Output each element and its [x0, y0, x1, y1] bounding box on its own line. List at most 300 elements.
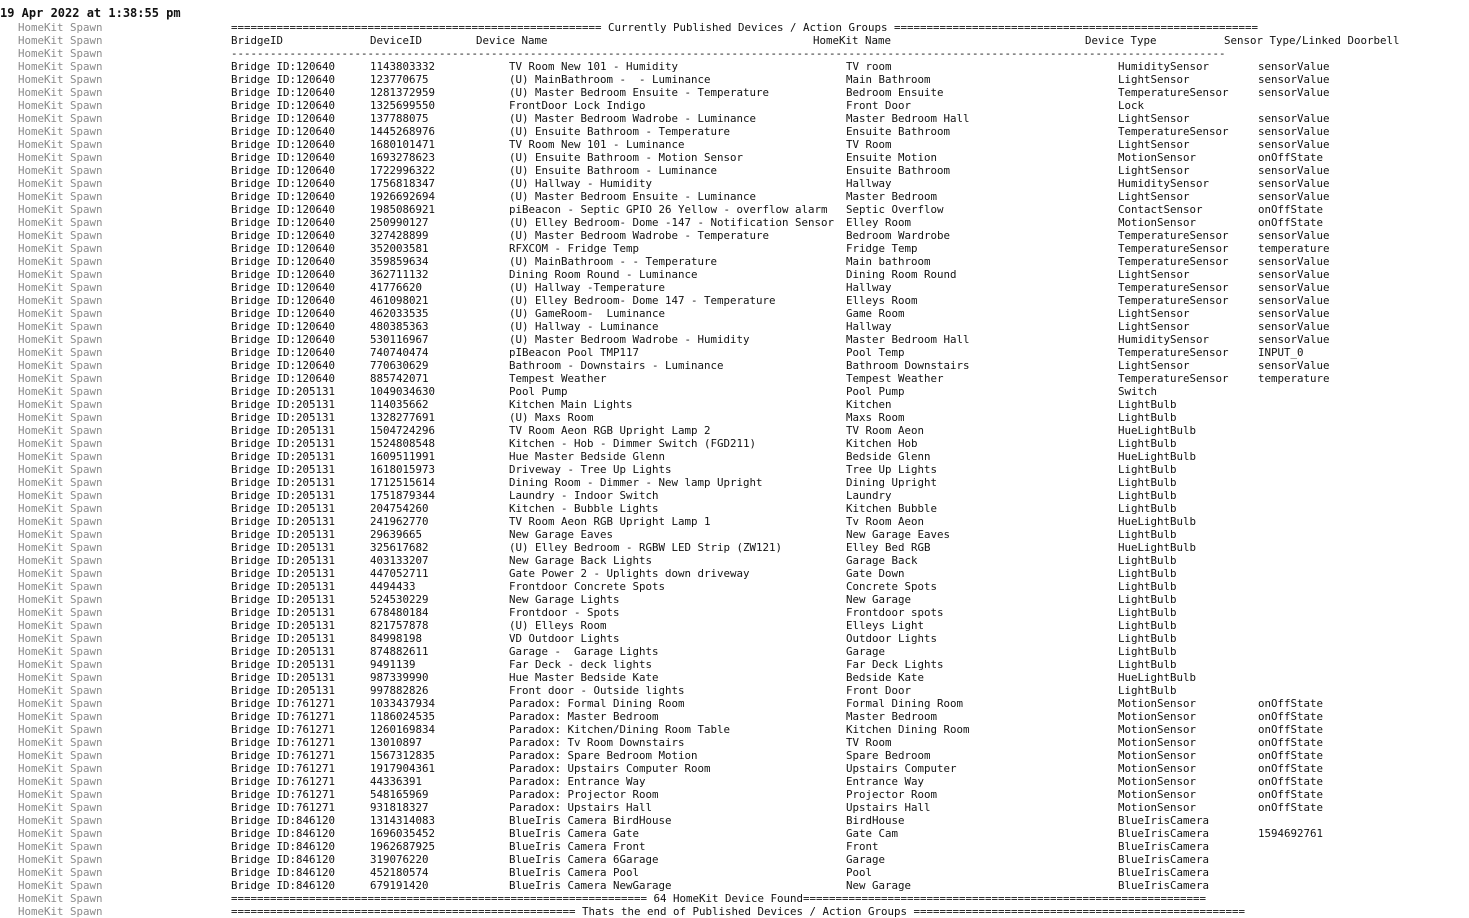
- table-row: [231, 242, 1330, 255]
- header-divider: ---------------------------------------------------------------------------------------------------------------------------------------------------------: [231, 47, 1226, 60]
- device-name-cell: Paradox: Projector Room: [509, 788, 659, 801]
- device-name-cell: (U) Elley Bedroom- Dome -147 - Notification Sensor: [509, 216, 835, 229]
- device-id-cell: 1751879344: [370, 489, 436, 502]
- device-type-cell: TemperatureSensor: [1118, 125, 1229, 138]
- sensor-type-cell: sensorValue: [1258, 294, 1330, 307]
- homekit-name-cell: Hallway: [846, 320, 892, 333]
- sensor-type-cell: sensorValue: [1258, 86, 1330, 99]
- device-name-cell: BlueIris Camera BirdHouse: [509, 814, 672, 827]
- device-type-cell: Lock: [1118, 99, 1145, 112]
- bridge-id-cell: Bridge ID:761271: [231, 736, 336, 749]
- device-name-cell: (U) Master Bedroom Wadrobe - Luminance: [509, 112, 757, 125]
- source-label: HomeKit Spawn: [18, 216, 103, 229]
- device-id-cell: 480385363: [370, 320, 429, 333]
- device-name-cell: BlueIris Camera Pool: [509, 866, 640, 879]
- device-id-cell: 84998198: [370, 632, 423, 645]
- homekit-name-cell: Outdoor Lights: [846, 632, 938, 645]
- homekit-name-cell: Bedside Glenn: [846, 450, 931, 463]
- homekit-name-cell: Upstairs Hall: [846, 801, 931, 814]
- sensor-type-cell: onOffState: [1258, 801, 1324, 814]
- device-name-cell: Pool Pump: [509, 385, 568, 398]
- bridge-id-cell: Bridge ID:205131: [231, 476, 336, 489]
- sensor-type-cell: sensorValue: [1258, 190, 1330, 203]
- device-type-cell: LightSensor: [1118, 73, 1190, 86]
- source-label: HomeKit Spawn: [18, 385, 103, 398]
- device-table: [231, 60, 1330, 892]
- device-type-cell: HueLightBulb: [1118, 541, 1197, 554]
- source-label: HomeKit Spawn: [18, 866, 103, 879]
- homekit-name-cell: New Garage Eaves: [846, 528, 951, 541]
- device-name-cell: (U) Ensuite Bathroom - Motion Sensor: [509, 151, 744, 164]
- device-name-cell: Dining Room Round - Luminance: [509, 268, 698, 281]
- device-id-cell: 327428899: [370, 229, 429, 242]
- homekit-name-cell: Septic Overflow: [846, 203, 944, 216]
- source-label: HomeKit Spawn: [18, 242, 103, 255]
- homekit-name-cell: Upstairs Computer: [846, 762, 957, 775]
- table-row: [231, 515, 1258, 528]
- source-label: HomeKit Spawn: [18, 281, 103, 294]
- device-id-cell: 1314314083: [370, 814, 436, 827]
- source-label: HomeKit Spawn: [18, 60, 103, 73]
- device-type-cell: HumiditySensor: [1118, 60, 1210, 73]
- col-header-device-name: Device Name: [476, 34, 548, 47]
- source-label: HomeKit Spawn: [18, 34, 103, 47]
- device-id-cell: 530116967: [370, 333, 429, 346]
- device-id-cell: 678480184: [370, 606, 429, 619]
- source-label: HomeKit Spawn: [18, 567, 103, 580]
- device-id-cell: 29639665: [370, 528, 423, 541]
- device-name-cell: (U) Hallway - Luminance: [509, 320, 659, 333]
- device-id-cell: 1186024535: [370, 710, 436, 723]
- source-label: HomeKit Spawn: [18, 671, 103, 684]
- device-name-cell: pIBeacon Pool TMP117: [509, 346, 640, 359]
- device-id-cell: 44336391: [370, 775, 423, 788]
- source-label: HomeKit Spawn: [18, 736, 103, 749]
- bridge-id-cell: Bridge ID:846120: [231, 827, 336, 840]
- device-id-cell: 1926692694: [370, 190, 436, 203]
- device-name-cell: Hue Master Bedside Kate: [509, 671, 659, 684]
- device-id-cell: 241962770: [370, 515, 429, 528]
- device-name-cell: (U) Master Bedroom Ensuite - Luminance: [509, 190, 757, 203]
- table-row: [231, 476, 1258, 489]
- homekit-name-cell: Tempest Weather: [846, 372, 944, 385]
- bridge-id-cell: Bridge ID:120640: [231, 138, 336, 151]
- device-id-cell: 874882611: [370, 645, 429, 658]
- table-row: [231, 385, 1258, 398]
- device-name-cell: VD Outdoor Lights: [509, 632, 620, 645]
- device-type-cell: LightBulb: [1118, 528, 1177, 541]
- device-type-cell: TemperatureSensor: [1118, 372, 1229, 385]
- source-label: HomeKit Spawn: [18, 892, 103, 905]
- device-name-cell: piBeacon - Septic GPIO 26 Yellow - overflow alarm: [509, 203, 828, 216]
- device-name-cell: (U) Ensuite Bathroom - Temperature: [509, 125, 731, 138]
- homekit-name-cell: Main bathroom: [846, 255, 931, 268]
- source-label: HomeKit Spawn: [18, 723, 103, 736]
- table-row: [231, 333, 1330, 346]
- homekit-name-cell: Ensuite Bathroom: [846, 164, 951, 177]
- source-label: HomeKit Spawn: [18, 801, 103, 814]
- sensor-type-cell: sensorValue: [1258, 359, 1330, 372]
- homekit-name-cell: Projector Room: [846, 788, 938, 801]
- homekit-name-cell: Kitchen Hob: [846, 437, 918, 450]
- device-id-cell: 114035662: [370, 398, 429, 411]
- table-row: [231, 268, 1330, 281]
- table-row: [231, 463, 1258, 476]
- homekit-name-cell: Gate Down: [846, 567, 905, 580]
- device-name-cell: TV Room Aeon RGB Upright Lamp 1: [509, 515, 711, 528]
- homekit-name-cell: Formal Dining Room: [846, 697, 964, 710]
- homekit-name-cell: TV Room: [846, 138, 892, 151]
- device-id-cell: 1696035452: [370, 827, 436, 840]
- device-id-cell: 1445268976: [370, 125, 436, 138]
- device-name-cell: TV Room New 101 - Humidity: [509, 60, 679, 73]
- device-type-cell: MotionSensor: [1118, 151, 1197, 164]
- source-label: HomeKit Spawn: [18, 476, 103, 489]
- device-type-cell: MotionSensor: [1118, 775, 1197, 788]
- bridge-id-cell: Bridge ID:205131: [231, 385, 336, 398]
- table-row: [231, 359, 1330, 372]
- source-label: HomeKit Spawn: [18, 814, 103, 827]
- device-id-cell: 137788075: [370, 112, 429, 125]
- table-row: [231, 229, 1330, 242]
- device-name-cell: Kitchen - Bubble Lights: [509, 502, 659, 515]
- table-row: [231, 697, 1324, 710]
- bridge-id-cell: Bridge ID:120640: [231, 320, 336, 333]
- device-name-cell: Front door - Outside lights: [509, 684, 685, 697]
- device-type-cell: LightBulb: [1118, 437, 1177, 450]
- source-label: HomeKit Spawn: [18, 424, 103, 437]
- device-type-cell: HumiditySensor: [1118, 177, 1210, 190]
- device-id-cell: 1693278623: [370, 151, 436, 164]
- device-type-cell: LightSensor: [1118, 138, 1190, 151]
- sensor-type-cell: temperature: [1258, 372, 1330, 385]
- device-type-cell: HumiditySensor: [1118, 333, 1210, 346]
- source-label: HomeKit Spawn: [18, 177, 103, 190]
- bridge-id-cell: Bridge ID:120640: [231, 164, 336, 177]
- sensor-type-cell: onOffState: [1258, 697, 1324, 710]
- source-label: HomeKit Spawn: [18, 853, 103, 866]
- source-label: HomeKit Spawn: [18, 645, 103, 658]
- table-row: [231, 801, 1324, 814]
- device-id-cell: 1325699550: [370, 99, 436, 112]
- homekit-name-cell: Far Deck Lights: [846, 658, 944, 671]
- device-type-cell: TemperatureSensor: [1118, 294, 1229, 307]
- device-id-cell: 1524808548: [370, 437, 436, 450]
- bridge-id-cell: Bridge ID:205131: [231, 450, 336, 463]
- bridge-id-cell: Bridge ID:205131: [231, 606, 336, 619]
- sensor-type-cell: sensorValue: [1258, 138, 1330, 151]
- device-id-cell: 740740474: [370, 346, 429, 359]
- bridge-id-cell: Bridge ID:120640: [231, 346, 336, 359]
- table-row: [231, 736, 1324, 749]
- sensor-type-cell: sensorValue: [1258, 320, 1330, 333]
- homekit-name-cell: Frontdoor spots: [846, 606, 944, 619]
- device-id-cell: 1033437934: [370, 697, 436, 710]
- source-label: HomeKit Spawn: [18, 515, 103, 528]
- source-label: HomeKit Spawn: [18, 398, 103, 411]
- homekit-name-cell: Tv Room Aeon: [846, 515, 925, 528]
- device-id-cell: 1504724296: [370, 424, 436, 437]
- table-row: [231, 619, 1258, 632]
- homekit-name-cell: Elley Bed RGB: [846, 541, 931, 554]
- source-label: HomeKit Spawn: [18, 541, 103, 554]
- bridge-id-cell: Bridge ID:120640: [231, 177, 336, 190]
- device-type-cell: TemperatureSensor: [1118, 86, 1229, 99]
- homekit-name-cell: Elley Room: [846, 216, 912, 229]
- device-type-cell: TemperatureSensor: [1118, 229, 1229, 242]
- device-type-cell: MotionSensor: [1118, 762, 1197, 775]
- table-row: [231, 749, 1324, 762]
- table-row: [231, 424, 1258, 437]
- device-type-cell: LightBulb: [1118, 411, 1177, 424]
- device-type-cell: LightBulb: [1118, 489, 1177, 502]
- source-label: HomeKit Spawn: [18, 554, 103, 567]
- homekit-name-cell: Master Bedroom Hall: [846, 333, 970, 346]
- homekit-name-cell: Bedroom Ensuite: [846, 86, 944, 99]
- bridge-id-cell: Bridge ID:120640: [231, 333, 336, 346]
- bridge-id-cell: Bridge ID:205131: [231, 541, 336, 554]
- device-type-cell: LightBulb: [1118, 632, 1177, 645]
- device-name-cell: Tempest Weather: [509, 372, 607, 385]
- device-id-cell: 770630629: [370, 359, 429, 372]
- device-type-cell: MotionSensor: [1118, 723, 1197, 736]
- table-row: [231, 671, 1258, 684]
- homekit-name-cell: Kitchen Bubble: [846, 502, 938, 515]
- device-name-cell: BlueIris Camera NewGarage: [509, 879, 672, 892]
- table-row: [231, 853, 1258, 866]
- device-name-cell: Far Deck - deck lights: [509, 658, 653, 671]
- source-label: HomeKit Spawn: [18, 749, 103, 762]
- table-row: [231, 606, 1258, 619]
- sensor-type-cell: sensorValue: [1258, 229, 1330, 242]
- homekit-name-cell: Tree Up Lights: [846, 463, 938, 476]
- device-name-cell: RFXCOM - Fridge Temp: [509, 242, 640, 255]
- sensor-type-cell: 1594692761: [1258, 827, 1324, 840]
- bridge-id-cell: Bridge ID:205131: [231, 398, 336, 411]
- bridge-id-cell: Bridge ID:205131: [231, 567, 336, 580]
- homekit-name-cell: Fridge Temp: [846, 242, 918, 255]
- bridge-id-cell: Bridge ID:205131: [231, 463, 336, 476]
- device-name-cell: Paradox: Upstairs Hall: [509, 801, 653, 814]
- source-label: HomeKit Spawn: [18, 489, 103, 502]
- device-id-cell: 1917904361: [370, 762, 436, 775]
- bridge-id-cell: Bridge ID:761271: [231, 710, 336, 723]
- device-name-cell: (U) Master Bedroom Ensuite - Temperature: [509, 86, 770, 99]
- bridge-id-cell: Bridge ID:846120: [231, 866, 336, 879]
- bridge-id-cell: Bridge ID:761271: [231, 749, 336, 762]
- device-type-cell: LightSensor: [1118, 320, 1190, 333]
- homekit-name-cell: Front: [846, 840, 879, 853]
- homekit-name-cell: Maxs Room: [846, 411, 905, 424]
- bridge-id-cell: Bridge ID:120640: [231, 359, 336, 372]
- source-label: HomeKit Spawn: [18, 138, 103, 151]
- sensor-type-cell: INPUT_0: [1258, 346, 1304, 359]
- sensor-type-cell: sensorValue: [1258, 268, 1330, 281]
- device-id-cell: 1260169834: [370, 723, 436, 736]
- bridge-id-cell: Bridge ID:205131: [231, 515, 336, 528]
- sensor-type-cell: onOffState: [1258, 723, 1324, 736]
- homekit-name-cell: Entrance Way: [846, 775, 925, 788]
- bridge-id-cell: Bridge ID:761271: [231, 801, 336, 814]
- device-type-cell: LightBulb: [1118, 554, 1177, 567]
- device-name-cell: Paradox: Formal Dining Room: [509, 697, 685, 710]
- device-type-cell: HueLightBulb: [1118, 450, 1197, 463]
- table-row: [231, 437, 1258, 450]
- device-type-cell: LightBulb: [1118, 476, 1177, 489]
- homekit-name-cell: Bedroom Wardrobe: [846, 229, 951, 242]
- table-row: [231, 593, 1258, 606]
- homekit-name-cell: Bathroom Downstairs: [846, 359, 970, 372]
- bridge-id-cell: Bridge ID:120640: [231, 99, 336, 112]
- log-output: [231, 21, 1400, 918]
- bridge-id-cell: Bridge ID:761271: [231, 775, 336, 788]
- table-row: [231, 775, 1324, 788]
- device-id-cell: 1722996322: [370, 164, 436, 177]
- device-id-cell: 997882826: [370, 684, 429, 697]
- bridge-id-cell: Bridge ID:120640: [231, 229, 336, 242]
- device-id-cell: 325617682: [370, 541, 429, 554]
- homekit-name-cell: Garage: [846, 645, 886, 658]
- source-label: HomeKit Spawn: [18, 632, 103, 645]
- table-row: [231, 138, 1330, 151]
- bridge-id-cell: Bridge ID:120640: [231, 268, 336, 281]
- device-id-cell: 1049034630: [370, 385, 436, 398]
- bridge-id-cell: Bridge ID:120640: [231, 242, 336, 255]
- homekit-name-cell: Gate Cam: [846, 827, 899, 840]
- table-row: [231, 879, 1258, 892]
- column-headers: [231, 34, 1400, 47]
- device-id-cell: 679191420: [370, 879, 429, 892]
- device-id-cell: 1328277691: [370, 411, 436, 424]
- sensor-type-cell: sensorValue: [1258, 333, 1330, 346]
- col-header-device-type: Device Type: [1085, 34, 1157, 47]
- table-row: [231, 60, 1330, 73]
- homekit-name-cell: Dining Upright: [846, 476, 938, 489]
- device-id-cell: 4494433: [370, 580, 416, 593]
- col-header-homekit-name: HomeKit Name: [813, 34, 892, 47]
- device-name-cell: (U) Ensuite Bathroom - Luminance: [509, 164, 718, 177]
- bridge-id-cell: Bridge ID:761271: [231, 723, 336, 736]
- found-banner: ================================================================ 64 HomeKit Device Found==============================================================: [231, 892, 1207, 905]
- source-label: HomeKit Spawn: [18, 190, 103, 203]
- table-row: [231, 411, 1258, 424]
- homekit-name-cell: Main Bathroom: [846, 73, 931, 86]
- bridge-id-cell: Bridge ID:205131: [231, 580, 336, 593]
- homekit-name-cell: Spare Bedroom: [846, 749, 931, 762]
- homekit-name-cell: Dining Room Round: [846, 268, 957, 281]
- source-label: HomeKit Spawn: [18, 528, 103, 541]
- homekit-name-cell: Kitchen: [846, 398, 892, 411]
- table-row: [231, 112, 1330, 125]
- device-type-cell: HueLightBulb: [1118, 671, 1197, 684]
- homekit-name-cell: Front Door: [846, 99, 912, 112]
- homekit-name-cell: Ensuite Bathroom: [846, 125, 951, 138]
- bridge-id-cell: Bridge ID:205131: [231, 528, 336, 541]
- source-label: HomeKit Spawn: [18, 86, 103, 99]
- device-name-cell: New Garage Back Lights: [509, 554, 653, 567]
- col-header-sensor-type: Sensor Type/Linked Doorbell: [1224, 34, 1400, 47]
- source-label: HomeKit Spawn: [18, 619, 103, 632]
- bridge-id-cell: Bridge ID:761271: [231, 788, 336, 801]
- table-row: [231, 645, 1258, 658]
- device-name-cell: Kitchen Main Lights: [509, 398, 633, 411]
- device-type-cell: LightSensor: [1118, 164, 1190, 177]
- device-id-cell: 1756818347: [370, 177, 436, 190]
- bridge-id-cell: Bridge ID:120640: [231, 255, 336, 268]
- device-type-cell: LightBulb: [1118, 593, 1177, 606]
- sensor-type-cell: sensorValue: [1258, 255, 1330, 268]
- device-id-cell: 452180574: [370, 866, 429, 879]
- source-label: HomeKit Spawn: [18, 775, 103, 788]
- device-type-cell: BlueIrisCamera: [1118, 853, 1210, 866]
- homekit-name-cell: Hallway: [846, 281, 892, 294]
- device-id-cell: 885742071: [370, 372, 429, 385]
- table-row: [231, 567, 1258, 580]
- bridge-id-cell: Bridge ID:205131: [231, 424, 336, 437]
- sensor-type-cell: sensorValue: [1258, 307, 1330, 320]
- table-row: [231, 489, 1258, 502]
- bridge-id-cell: Bridge ID:205131: [231, 411, 336, 424]
- sensor-type-cell: onOffState: [1258, 216, 1324, 229]
- source-label: HomeKit Spawn: [18, 684, 103, 697]
- bridge-id-cell: Bridge ID:846120: [231, 853, 336, 866]
- device-name-cell: Frontdoor Concrete Spots: [509, 580, 666, 593]
- homekit-name-cell: TV Room Aeon: [846, 424, 925, 437]
- table-row: [231, 86, 1330, 99]
- col-header-deviceid: DeviceID: [370, 34, 423, 47]
- source-label: HomeKit Spawn: [18, 372, 103, 385]
- device-name-cell: FrontDoor Lock Indigo: [509, 99, 646, 112]
- homekit-name-cell: TV Room: [846, 736, 892, 749]
- source-label: HomeKit Spawn: [18, 125, 103, 138]
- source-label: HomeKit Spawn: [18, 307, 103, 320]
- source-label: HomeKit Spawn: [18, 840, 103, 853]
- device-type-cell: LightSensor: [1118, 359, 1190, 372]
- device-name-cell: TV Room New 101 - Luminance: [509, 138, 685, 151]
- device-id-cell: 1680101471: [370, 138, 436, 151]
- device-name-cell: (U) MainBathroom - - Temperature: [509, 255, 718, 268]
- device-id-cell: 362711132: [370, 268, 429, 281]
- table-row: [231, 827, 1324, 840]
- bridge-id-cell: Bridge ID:120640: [231, 294, 336, 307]
- log-source-column: [18, 21, 103, 918]
- table-row: [231, 203, 1324, 216]
- device-type-cell: LightBulb: [1118, 580, 1177, 593]
- end-banner: ===================================================== Thats the end of Published Devices / Action Groups ===================================================: [231, 905, 1246, 918]
- device-type-cell: LightBulb: [1118, 684, 1177, 697]
- device-type-cell: LightBulb: [1118, 645, 1177, 658]
- device-name-cell: New Garage Lights: [509, 593, 620, 606]
- homekit-name-cell: Game Room: [846, 307, 905, 320]
- table-row: [231, 372, 1330, 385]
- table-row: [231, 450, 1258, 463]
- homekit-name-cell: Garage Back: [846, 554, 918, 567]
- source-label: HomeKit Spawn: [18, 580, 103, 593]
- homekit-name-cell: Elleys Room: [846, 294, 918, 307]
- device-type-cell: LightBulb: [1118, 567, 1177, 580]
- source-label: HomeKit Spawn: [18, 879, 103, 892]
- sensor-type-cell: onOffState: [1258, 749, 1324, 762]
- device-id-cell: 123770675: [370, 73, 429, 86]
- bridge-id-cell: Bridge ID:120640: [231, 60, 336, 73]
- device-name-cell: Gate Power 2 - Uplights down driveway: [509, 567, 750, 580]
- bridge-id-cell: Bridge ID:120640: [231, 73, 336, 86]
- device-name-cell: (U) Elleys Room: [509, 619, 607, 632]
- sensor-type-cell: sensorValue: [1258, 177, 1330, 190]
- table-row: [231, 502, 1258, 515]
- sensor-type-cell: sensorValue: [1258, 60, 1330, 73]
- device-name-cell: (U) Elley Bedroom - RGBW LED Strip (ZW121): [509, 541, 783, 554]
